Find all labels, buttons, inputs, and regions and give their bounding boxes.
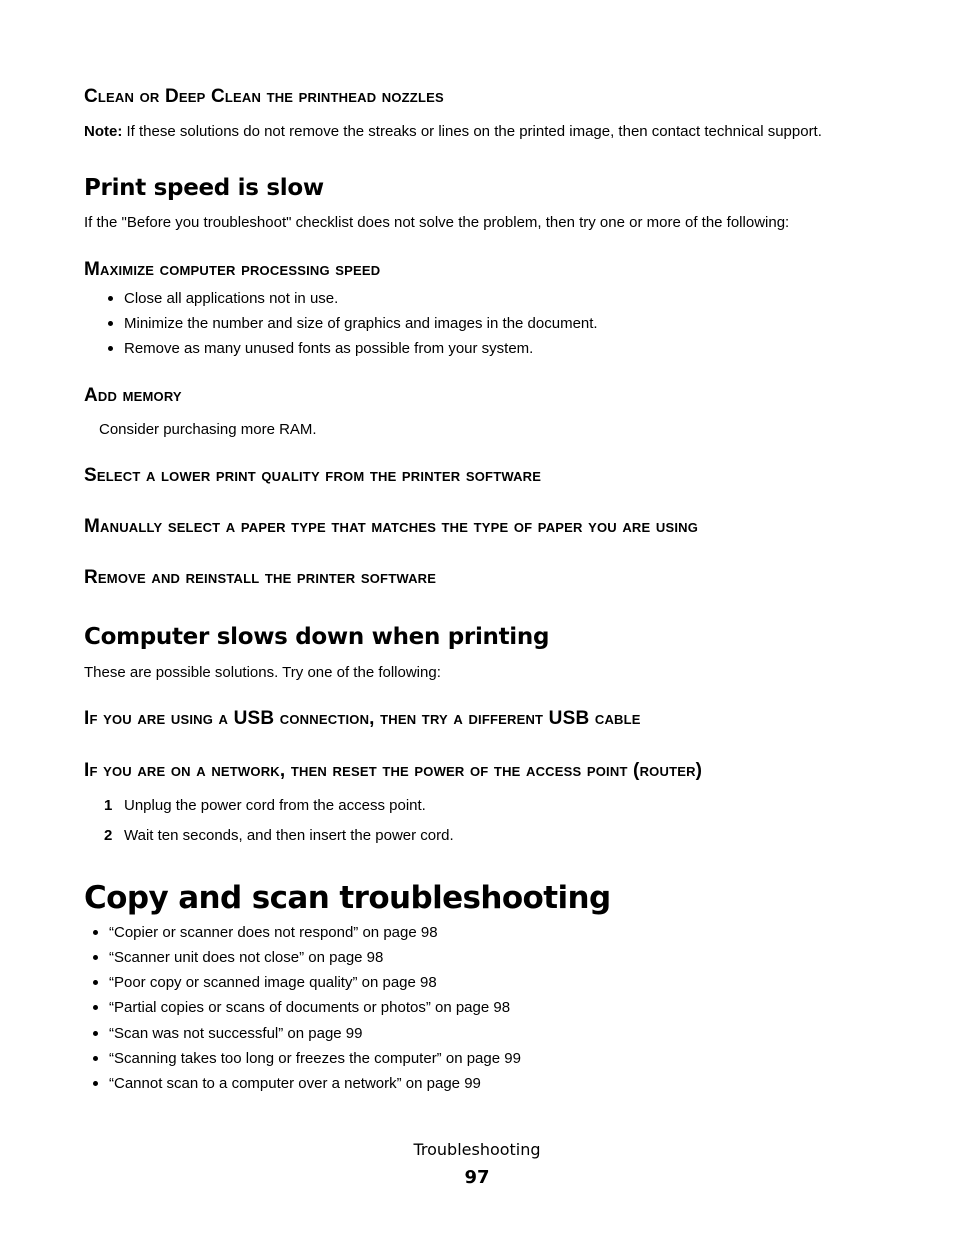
step-text: Wait ten seconds, and then insert the power cord.	[124, 827, 454, 844]
computer-slows-title: Computer slows down when printing	[84, 624, 550, 650]
cross-reference-link[interactable]: “Scanner unit does not close” on page 98	[109, 949, 384, 966]
step-number: 2	[104, 827, 113, 844]
bullet-icon	[93, 980, 98, 985]
cross-reference-link[interactable]: “Copier or scanner does not respond” on page 98	[109, 924, 438, 941]
print-speed-title: Print speed is slow	[84, 175, 324, 201]
bullet-icon	[93, 955, 98, 960]
print-speed-intro: If the "Before you troubleshoot" checklist does not solve the problem, then try one or more of the following:	[84, 214, 790, 231]
bullet-icon	[93, 1056, 98, 1061]
add-memory-heading: Add memory	[84, 385, 182, 406]
cross-reference-link[interactable]: “Poor copy or scanned image quality” on page 98	[109, 974, 437, 991]
note-paragraph	[84, 123, 822, 140]
cross-reference-link[interactable]: “Partial copies or scans of documents or photos” on page 98	[109, 999, 511, 1016]
bullet-icon	[93, 930, 98, 935]
footer-section-label: Troubleshooting	[413, 1140, 541, 1159]
usb-cable-heading: If you are using a USB connection, then try a different USB cable	[84, 708, 641, 729]
bullet-icon	[93, 1081, 98, 1086]
cross-reference-link[interactable]: “Scan was not successful” on page 99	[109, 1025, 363, 1042]
cross-reference-link[interactable]: “Cannot scan to a computer over a network” on page 99	[109, 1075, 481, 1092]
maximize-heading: Maximize computer processing speed	[84, 259, 381, 280]
page-number: 97	[464, 1167, 490, 1188]
cross-reference-link[interactable]: “Scanning takes too long or freezes the computer” on page 99	[109, 1050, 521, 1067]
list-item: Minimize the number and size of graphics and images in the document.	[124, 315, 598, 332]
bullet-icon	[108, 321, 113, 326]
note-label: Note:	[84, 123, 123, 140]
bullet-icon	[108, 346, 113, 351]
bullet-icon	[93, 1031, 98, 1036]
step-number: 1	[104, 797, 113, 814]
copy-scan-title: Copy and scan troubleshooting	[84, 880, 611, 916]
manually-select-paper-heading: Manually select a paper type that matches the type of paper you are using	[84, 516, 699, 537]
bullet-icon	[93, 1005, 98, 1010]
computer-slows-intro: These are possible solutions. Try one of the following:	[84, 664, 441, 681]
select-lower-quality-heading: Select a lower print quality from the printer software	[84, 465, 542, 486]
step-text: Unplug the power cord from the access point.	[124, 797, 426, 814]
add-memory-text: Consider purchasing more RAM.	[99, 421, 317, 438]
list-item: Remove as many unused fonts as possible from your system.	[124, 340, 534, 357]
note-text: If these solutions do not remove the streaks or lines on the printed image, then contact technical support.	[122, 123, 822, 140]
network-reset-heading: If you are on a network, then reset the power of the access point (router)	[84, 760, 703, 781]
remove-reinstall-heading: Remove and reinstall the printer software	[84, 567, 437, 588]
bullet-icon	[108, 296, 113, 301]
clean-nozzles-heading: Clean or Deep Clean the printhead nozzles	[84, 86, 444, 107]
list-item: Close all applications not in use.	[124, 290, 339, 307]
